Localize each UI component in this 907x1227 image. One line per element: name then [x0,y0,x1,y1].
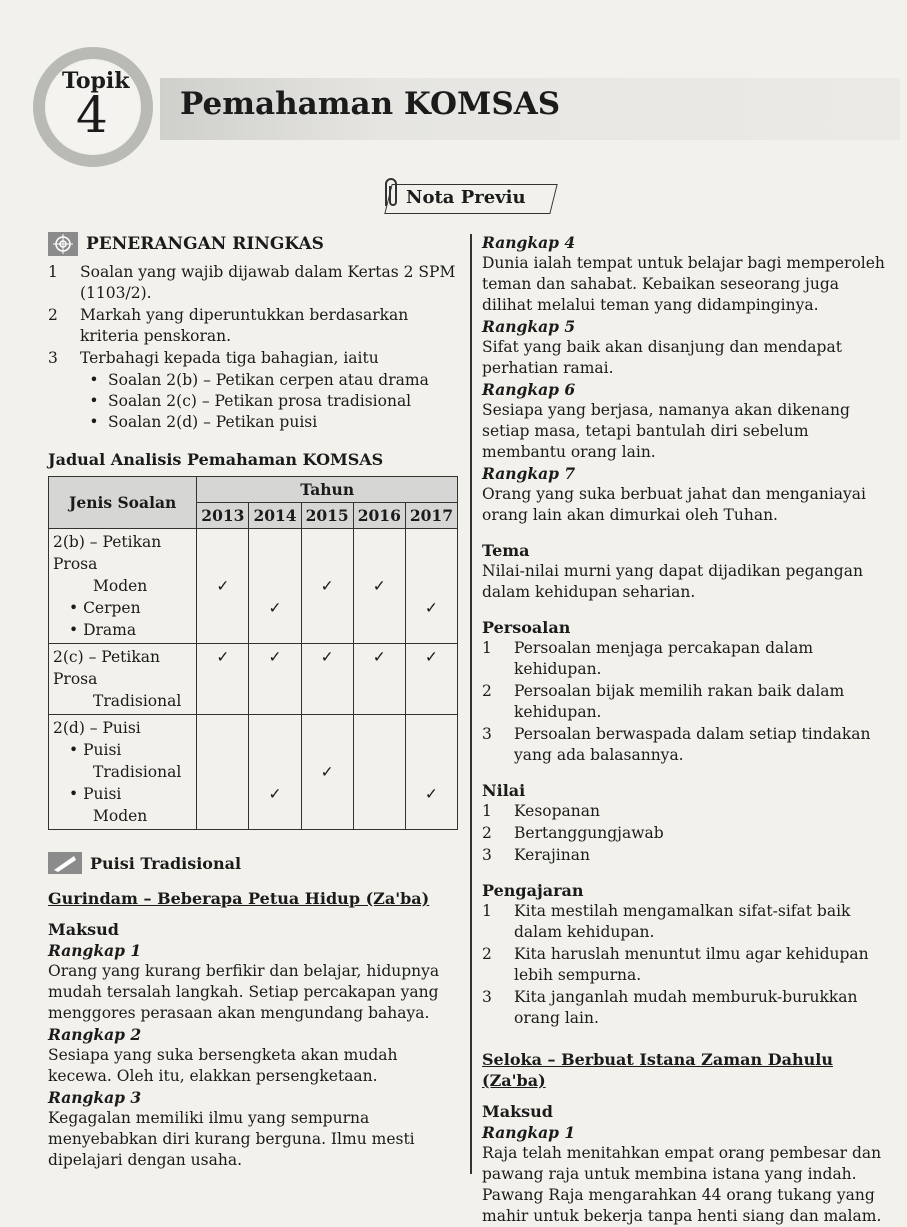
nilai-heading: Nilai [482,781,526,800]
quill-icon [48,852,82,874]
maksud-heading: Maksud [482,1102,553,1121]
puisi-heading-text: Puisi Tradisional [90,853,242,873]
item-text: Kerajinan [514,846,590,864]
list-item [482,901,892,943]
tick-mark: ✓ [216,648,230,666]
list-item [48,262,464,304]
rangkap-text: Raja telah menitahkan empat orang pembesar dan pawang raja untuk membina istana yang indah. Pawang Raja mengarahkan 44 orang tukang yang mahir untuk bekerja tanpa henti siang dan malam. [482,1144,882,1225]
tick-mark [410,805,453,827]
tick-mark [201,717,244,739]
rangkap-label: Rangkap 3 [48,1088,142,1107]
list-item [482,845,892,866]
tick-mark [253,531,296,553]
question-type-line: • Cerpen [69,599,141,617]
year-mark-cell [301,529,353,644]
tick-mark: ✓ [424,648,438,666]
item-text: Kesopanan [514,802,600,820]
item-text: Markah yang diperuntukkan berdasarkan kriteria penskoran. [80,306,409,345]
item-text: Persoalan berwaspada dalam setiap tindakan yang ada balasannya. [514,725,871,764]
question-type-line: • Puisi [69,741,122,759]
tick-mark: ✓ [372,648,386,666]
item-number: 3 [482,725,492,743]
question-type-line: • Puisi [69,785,122,803]
bullet-item: • Soalan 2(b) – Petikan cerpen atau drama [89,371,429,389]
year-mark-cell [353,529,405,644]
year-mark-cell [197,715,249,830]
tick-mark [358,597,401,619]
year-mark-cell [301,644,353,715]
tick-mark [253,761,296,783]
year-mark-cell [405,715,457,830]
tick-mark: ✓ [268,599,282,617]
question-type-line: • Drama [69,621,137,639]
rangkap-text: Dunia ialah tempat untuk belajar bagi memperoleh teman dan sahabat. Kebaikan seseorang juga dilihat melalui teman yang didampinginya. [482,254,885,314]
rangkap-block [482,316,892,379]
bullet-text: Soalan 2(d) – Petikan puisi [108,413,318,431]
item-text: Terbahagi kepada tiga bahagian, iaitu [80,349,379,367]
item-text: Bertanggungjawab [514,824,664,842]
tick-mark [410,761,453,783]
left-column [48,232,464,1171]
year-mark-cell [405,644,457,715]
tick-mark [201,761,244,783]
tick-mark [306,717,349,739]
right-column [482,232,892,1227]
table-title: Jadual Analisis Pemahaman KOMSAS [48,450,384,469]
year-mark-cell [353,644,405,715]
topic-number: 4 [76,86,108,144]
list-item [482,681,892,723]
bullet-item: • Soalan 2(c) – Petikan prosa tradisional [89,392,412,410]
tick-mark [253,553,296,575]
question-type-line: 2(c) – Petikan Prosa [53,648,160,688]
bullet-text: Soalan 2(b) – Petikan cerpen atau drama [108,371,429,389]
col-jenis-header: Jenis Soalan [49,477,197,529]
bullet-item: • Soalan 2(d) – Petikan puisi [89,413,318,431]
col-tahun-header: Tahun [197,477,458,503]
rangkap-text: Kegagalan memiliki ilmu yang sempurna menyebabkan diri kurang berguna. Ilmu mesti dipelajari dengan usaha. [48,1109,415,1169]
tick-mark [201,783,244,805]
item-number: 3 [48,349,58,367]
rangkap-text: Sesiapa yang berjasa, namanya akan dikenang setiap masa, tetapi bantulah diri sebelum membantu orang lain. [482,401,850,461]
seloka-title: Seloka – Berbuat Istana Zaman Dahulu (Za'ba) [482,1050,833,1090]
rangkap-block [482,1122,892,1227]
tick-mark [201,531,244,553]
tick-mark [410,531,453,553]
rangkap-label: Rangkap 1 [482,1123,576,1142]
question-type-cell [49,715,197,830]
tick-mark [358,717,401,739]
year-mark-cell [249,715,301,830]
tick-mark: ✓ [320,577,334,595]
question-type-line: Tradisional [93,692,182,710]
topic-label: Topik [62,68,130,94]
item-text: Persoalan menjaga percakapan dalam kehidupan. [514,639,814,678]
list-item [48,348,464,369]
rangkap-label: Rangkap 1 [48,941,142,960]
penerangan-list [48,262,464,433]
tick-mark [306,739,349,761]
tick-mark [358,761,401,783]
tick-mark [358,805,401,827]
tick-mark [253,805,296,827]
rangkap-label: Rangkap 2 [48,1025,142,1044]
item-number: 2 [482,682,492,700]
year-header: 2014 [249,503,301,529]
rangkap-text: Sesiapa yang suka bersengketa akan mudah kecewa. Oleh itu, elakkan persengketaan. [48,1046,398,1085]
question-type-line: 2(b) – Petikan Prosa [53,533,162,573]
year-mark-cell [405,529,457,644]
rangkap-label: Rangkap 4 [482,233,576,252]
penerangan-heading-text: PENERANGAN RINGKAS [86,233,324,254]
list-item [482,724,892,766]
item-number: 1 [482,802,492,820]
item-text: Soalan yang wajib dijawab dalam Kertas 2 SPM (1103/2). [80,263,456,302]
tick-mark [306,531,349,553]
year-mark-cell [249,644,301,715]
tick-mark [253,575,296,597]
question-type-line: Tradisional [93,763,182,781]
tick-mark: ✓ [268,648,282,666]
tick-mark [410,717,453,739]
item-number: 1 [48,263,58,281]
year-mark-cell [249,529,301,644]
rangkap-block [482,379,892,463]
tick-mark [358,783,401,805]
rangkap-block [48,940,464,1024]
year-header: 2013 [197,503,249,529]
target-icon [48,232,78,256]
rangkap-block [48,1024,464,1087]
year-header: 2016 [353,503,405,529]
rangkap-label: Rangkap 5 [482,317,576,336]
nota-previu-label: Nota Previu [406,187,526,208]
chapter-title: Pemahaman KOMSAS [180,86,561,122]
nota-previu-badge [376,180,564,214]
tick-mark: ✓ [320,763,334,781]
tick-mark [306,805,349,827]
item-number: 3 [482,988,492,1006]
tick-mark [410,739,453,761]
item-number: 2 [482,945,492,963]
tick-mark: ✓ [372,577,386,595]
gurindam-title: Gurindam – Beberapa Petua Hidup (Za'ba) [48,889,430,908]
tick-mark [306,553,349,575]
column-divider [470,234,472,1174]
year-mark-cell [197,529,249,644]
question-type-line: Moden [93,807,148,825]
year-mark-cell [301,715,353,830]
paperclip-icon [380,176,400,212]
penerangan-heading [48,232,464,256]
rangkap-text: Sifat yang baik akan disanjung dan mendapat perhatian ramai. [482,338,842,377]
question-type-cell [49,529,197,644]
pengajaran-heading: Pengajaran [482,881,584,900]
tick-mark [201,597,244,619]
tick-mark [201,805,244,827]
tick-mark [253,739,296,761]
tick-mark [410,553,453,575]
list-item [482,823,892,844]
item-text: Kita haruslah menuntut ilmu agar kehidupan lebih sempurna. [514,945,869,984]
item-text: Persoalan bijak memilih rakan baik dalam kehidupan. [514,682,845,721]
tema-heading: Tema [482,541,530,560]
table-row [49,644,458,715]
tick-mark [253,717,296,739]
year-header: 2017 [405,503,457,529]
list-item [482,944,892,986]
table-body [49,529,458,830]
year-mark-cell [197,644,249,715]
bullet-text: Soalan 2(c) – Petikan prosa tradisional [108,392,412,410]
tick-mark: ✓ [268,785,282,803]
item-number: 3 [482,846,492,864]
analysis-table [48,476,458,830]
rangkap-block [482,463,892,526]
question-type-cell [49,644,197,715]
table-row [49,715,458,830]
question-type-line: 2(d) – Puisi [53,719,141,737]
tick-mark: ✓ [216,577,230,595]
maksud-heading: Maksud [48,920,119,939]
rangkap-label: Rangkap 6 [482,380,576,399]
tick-mark [201,553,244,575]
puisi-heading [48,852,464,874]
rangkap-text: Orang yang suka berbuat jahat dan menganiayai orang lain akan dimurkai oleh Tuhan. [482,485,866,524]
item-number: 2 [482,824,492,842]
persoalan-heading: Persoalan [482,618,571,637]
question-type-line: Moden [93,577,148,595]
tick-mark [306,783,349,805]
tick-mark [358,739,401,761]
year-header: 2015 [301,503,353,529]
rangkap-label: Rangkap 7 [482,464,576,483]
item-text: Kita mestilah mengamalkan sifat-sifat baik dalam kehidupan. [514,902,851,941]
item-number: 2 [48,306,58,324]
item-number: 1 [482,902,492,920]
item-text: Kita janganlah mudah memburuk-burukkan orang lain. [514,988,858,1027]
tick-mark: ✓ [424,785,438,803]
tick-mark: ✓ [424,599,438,617]
rangkap-block [48,1087,464,1171]
tick-mark [201,739,244,761]
tick-mark [358,553,401,575]
list-item [482,801,892,822]
list-item [482,987,892,1029]
list-item [48,305,464,347]
tick-mark: ✓ [320,648,334,666]
tick-mark [358,531,401,553]
tick-mark [306,597,349,619]
rangkap-block [482,232,892,316]
tema-text: Nilai-nilai murni yang dapat dijadikan pegangan dalam kehidupan seharian. [482,562,863,601]
tick-mark [410,575,453,597]
year-mark-cell [353,715,405,830]
rangkap-text: Orang yang kurang berfikir dan belajar, hidupnya mudah tersalah langkah. Setiap percakapan yang menggores perasaan akan mengundang bahaya. [48,962,440,1022]
table-row [49,529,458,644]
item-number: 1 [482,639,492,657]
list-item [482,638,892,680]
